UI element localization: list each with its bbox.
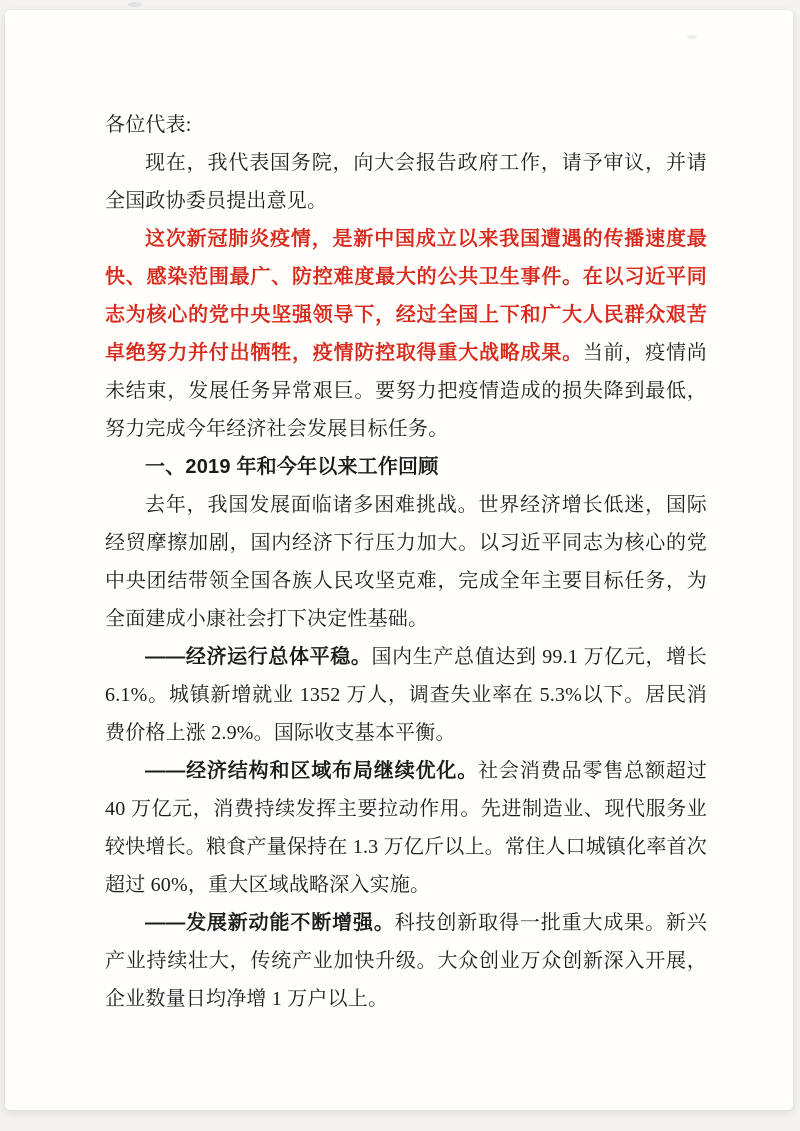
document-body [105,106,707,1018]
paragraph-intro [105,144,707,220]
text-run: ——经济运行总体平稳。 [145,646,372,668]
paragraph-structure-optimized [105,752,707,904]
text-run: 现在，我代表国务院，向大会报告政府工作，请予审议，并请全国政协委员提出意见。 [105,152,707,212]
text-run: 各位代表: [105,114,192,136]
paper-sheet [5,10,793,1110]
text-run: 这次新冠肺炎疫情，是新中国成立以来我国遭遇的传播速度最快、感染范围最广、防控难度最大的公共卫生事件。在以习近平同志为核心的党中央坚强领导下，经过全国上下和广大人民群众艰苦卓绝努力并付出牺牲，疫情防控取得重大战略成果。 [105,228,707,364]
text-run: 国内生产总值达到 99.1 万亿元，增长 6.1%。城镇新增就业 1352 万人，调查失业率在 5.3%以下。居民消费价格上涨 2.9%。国际收支基本平衡。 [105,646,708,744]
scan-speck [128,2,142,7]
paragraph-review [105,486,707,638]
text-run: ——经济结构和区域布局继续优化。 [145,760,479,782]
salutation [105,106,707,144]
text-run: 科技创新取得一批重大成果。新兴产业持续壮大，传统产业加快升级。大众创业万众创新深入开展，企业数量日均净增 1 万户以上。 [105,912,707,1010]
paragraph-economy-stable [105,638,707,752]
paragraph-new-momentum [105,904,707,1018]
text-run: 社会消费品零售总额超过 40 万亿元，消费持续发挥主要拉动作用。先进制造业、现代服务业较快增长。粮食产量保持在 1.3 万亿斤以上。常住人口城镇化率首次超过 60%，重大区域战略深入实施。 [105,760,707,896]
text-run: 一、2019 年和今年以来工作回顾 [145,456,439,478]
paragraph-epidemic [105,220,707,448]
section-heading [105,448,707,486]
text-run: ——发展新动能不断增强。 [145,912,395,934]
text-run: 当前，疫情尚未结束，发展任务异常艰巨。要努力把疫情造成的损失降到最低，努力完成今年经济社会发展目标任务。 [105,342,707,440]
text-run: 去年，我国发展面临诸多困难挑战。世界经济增长低迷，国际经贸摩擦加剧，国内经济下行压力加大。以习近平同志为核心的党中央团结带领全国各族人民攻坚克难，完成全年主要目标任务，为全面建成小康社会打下决定性基础。 [105,494,707,630]
scan-speck [687,35,697,39]
